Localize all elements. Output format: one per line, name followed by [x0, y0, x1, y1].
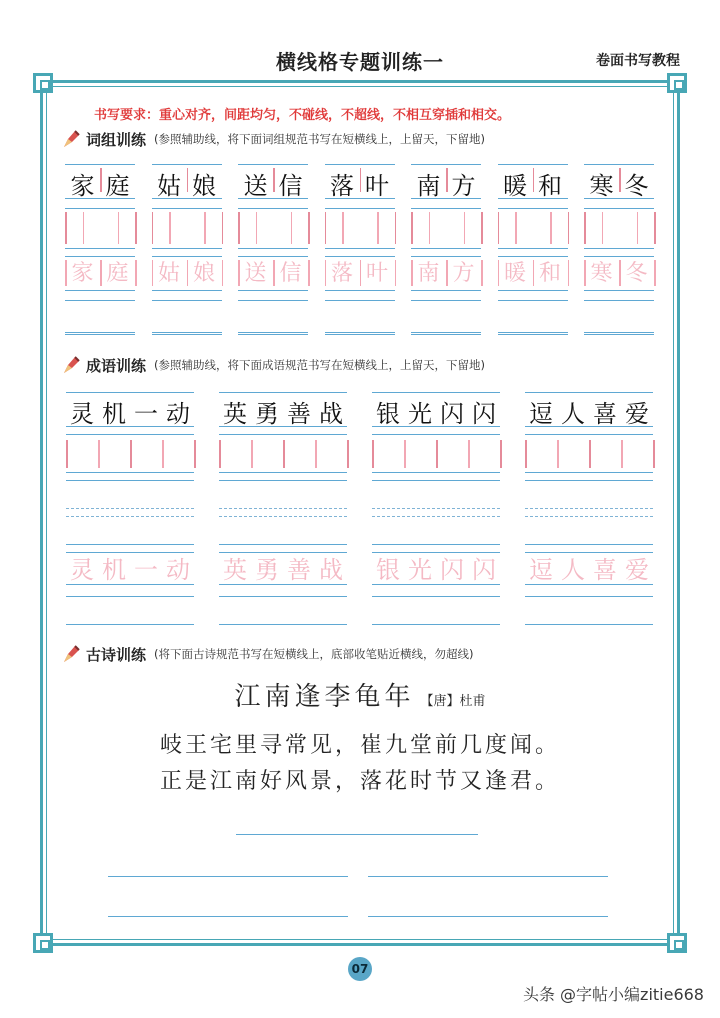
writing-line[interactable]	[152, 332, 222, 333]
guide-line	[372, 596, 500, 597]
guide-tick	[251, 440, 253, 468]
guide-tick	[238, 212, 240, 244]
guide-line	[498, 290, 568, 291]
guide-line	[525, 544, 653, 545]
guide-line	[325, 290, 395, 291]
guide-tick	[118, 212, 120, 244]
trace-idiom: 逗 人 喜 爱	[529, 556, 649, 584]
trace-word: 姑 娘	[157, 261, 215, 286]
idiom-section-note: (参照辅助线，将下面成语规范书写在短横线上，上留天，下留地)	[154, 358, 485, 372]
guide-line	[525, 434, 653, 435]
guide-line	[498, 164, 568, 165]
guide-line	[66, 596, 194, 597]
pen-icon	[60, 354, 82, 376]
idiom-section-header	[60, 354, 485, 376]
writing-line[interactable]	[325, 332, 395, 333]
guide-line	[152, 248, 222, 249]
guide-line	[238, 248, 308, 249]
guide-tick	[584, 212, 586, 244]
guide-tick	[222, 212, 224, 244]
guide-tick	[256, 212, 258, 244]
trace-idiom: 灵 机 一 动	[70, 556, 190, 584]
idiom-cell	[372, 388, 500, 628]
guide-line	[372, 392, 500, 393]
guide-line	[584, 208, 654, 209]
guide-tick	[222, 260, 224, 286]
guide-tick	[500, 440, 502, 468]
guide-line	[66, 392, 194, 393]
guide-line	[65, 334, 135, 335]
trace-word: 落 叶	[330, 261, 388, 286]
guide-tick	[152, 212, 154, 244]
guide-line	[325, 334, 395, 335]
poem-dynasty: 【唐】	[420, 694, 460, 709]
guide-line	[152, 334, 222, 335]
corner-ornament-bottom-left	[33, 933, 53, 953]
guide-tick	[436, 440, 438, 468]
guide-tick	[589, 440, 591, 468]
model-idiom: 英 勇 善 战	[223, 400, 343, 428]
corner-ornament-bottom-right	[667, 933, 687, 953]
word-cell	[238, 160, 308, 340]
word-cell	[498, 160, 568, 340]
guide-line	[584, 248, 654, 249]
guide-line	[525, 392, 653, 393]
guide-tick	[404, 440, 406, 468]
guide-line	[65, 290, 135, 291]
trace-idiom: 英 勇 善 战	[223, 556, 343, 584]
page-number: 07	[348, 957, 372, 981]
guide-line	[66, 516, 194, 517]
pen-icon	[60, 128, 82, 150]
poem-section-header	[60, 643, 474, 665]
guide-line	[66, 480, 194, 481]
model-idiom: 银 光 闪 闪	[376, 400, 496, 428]
guide-tick	[515, 212, 517, 244]
guide-line	[219, 516, 347, 517]
guide-line	[152, 164, 222, 165]
poem-title: 江南逢李龟年	[234, 682, 415, 712]
guide-line	[219, 480, 347, 481]
guide-line	[372, 544, 500, 545]
idiom-cell	[219, 388, 347, 628]
trace-word: 寒 冬	[590, 261, 648, 286]
guide-line	[66, 544, 194, 545]
guide-tick	[135, 212, 137, 244]
idiom-cell	[525, 388, 653, 628]
guide-line	[219, 392, 347, 393]
guide-tick	[219, 440, 221, 468]
guide-tick	[602, 212, 604, 244]
series-label: 卷面书写教程	[596, 53, 680, 69]
guide-line	[525, 516, 653, 517]
guide-tick	[83, 212, 85, 244]
guide-tick	[135, 260, 137, 286]
guide-line	[66, 508, 194, 509]
guide-tick	[468, 440, 470, 468]
guide-line	[525, 480, 653, 481]
guide-line	[372, 508, 500, 509]
guide-line	[584, 290, 654, 291]
guide-line	[411, 300, 481, 301]
guide-tick	[372, 440, 374, 468]
guide-tick	[464, 212, 466, 244]
idiom-section-title: 成语训练	[86, 356, 147, 375]
guide-tick	[525, 440, 527, 468]
guide-tick	[347, 440, 349, 468]
writing-line[interactable]	[108, 916, 348, 917]
writing-line[interactable]	[372, 624, 500, 625]
guide-line	[325, 248, 395, 249]
guide-line	[411, 290, 481, 291]
guide-line	[525, 508, 653, 509]
guide-line	[238, 164, 308, 165]
word-cell	[152, 160, 222, 340]
guide-line	[238, 290, 308, 291]
guide-line	[219, 508, 347, 509]
writing-line[interactable]	[368, 916, 608, 917]
word-section-title: 词组训练	[86, 130, 147, 149]
writing-line[interactable]	[108, 876, 348, 877]
guide-line	[372, 434, 500, 435]
writing-line[interactable]	[238, 332, 308, 333]
guide-line	[152, 290, 222, 291]
guide-tick	[654, 212, 656, 244]
guide-tick	[342, 212, 344, 244]
guide-tick	[377, 212, 379, 244]
guide-tick	[283, 440, 285, 468]
trace-word: 南 方	[417, 261, 475, 286]
writing-line[interactable]	[368, 876, 608, 877]
guide-tick	[550, 212, 552, 244]
writing-line[interactable]	[411, 332, 481, 333]
guide-line	[152, 208, 222, 209]
guide-line	[219, 434, 347, 435]
guide-tick	[653, 440, 655, 468]
guide-line	[219, 544, 347, 545]
guide-line	[66, 472, 194, 473]
guide-line	[584, 164, 654, 165]
model-word: 落 叶	[330, 172, 389, 200]
guide-line	[325, 164, 395, 165]
corner-ornament-top-left	[33, 73, 53, 93]
guide-line	[325, 300, 395, 301]
guide-tick	[568, 212, 570, 244]
model-idiom: 逗 人 喜 爱	[529, 400, 649, 428]
page-title: 横线格专题训练一	[276, 50, 444, 74]
guide-tick	[568, 260, 570, 286]
guide-tick	[481, 212, 483, 244]
writing-line[interactable]	[219, 624, 347, 625]
word-cell	[584, 160, 654, 340]
poem-author: 杜甫	[459, 694, 486, 709]
guide-line	[498, 334, 568, 335]
guide-line	[411, 164, 481, 165]
trace-word: 送 信	[244, 261, 302, 286]
guide-line	[498, 208, 568, 209]
model-word: 南 方	[416, 172, 476, 200]
guide-line	[372, 472, 500, 473]
pen-icon	[60, 643, 82, 665]
guide-tick	[162, 440, 164, 468]
word-section-header	[60, 128, 485, 150]
guide-line	[65, 164, 135, 165]
model-word: 暖 和	[503, 172, 562, 200]
guide-line	[411, 334, 481, 335]
guide-line	[372, 480, 500, 481]
guide-tick	[395, 260, 397, 286]
guide-tick	[291, 212, 293, 244]
guide-tick	[66, 440, 68, 468]
guide-tick	[429, 212, 431, 244]
writing-line-title[interactable]	[236, 834, 478, 835]
trace-word: 暖 和	[503, 261, 561, 286]
model-word: 姑 娘	[157, 172, 216, 200]
guide-line	[584, 300, 654, 301]
guide-tick	[621, 440, 623, 468]
guide-tick	[204, 212, 206, 244]
guide-line	[65, 248, 135, 249]
guide-line	[498, 248, 568, 249]
word-cell	[411, 160, 481, 340]
writing-line[interactable]	[498, 332, 568, 333]
guide-tick	[637, 212, 639, 244]
guide-line	[65, 208, 135, 209]
writing-line[interactable]	[66, 624, 194, 625]
writing-line[interactable]	[584, 332, 654, 333]
guide-tick	[654, 260, 656, 286]
guide-tick	[481, 260, 483, 286]
idiom-cell	[66, 388, 194, 628]
guide-line	[411, 248, 481, 249]
guide-tick	[315, 440, 317, 468]
guide-line	[325, 208, 395, 209]
guide-line	[65, 300, 135, 301]
guide-tick	[395, 212, 397, 244]
corner-ornament-top-right	[667, 73, 687, 93]
model-word: 寒 冬	[589, 172, 649, 200]
guide-line	[219, 472, 347, 473]
poem-line-2: 正是江南好风景，落花时节又逢君。	[159, 769, 560, 794]
guide-tick	[308, 212, 310, 244]
guide-line	[238, 334, 308, 335]
guide-tick	[308, 260, 310, 286]
guide-line	[525, 472, 653, 473]
writing-requirement: 书写要求：重心对齐，间距均匀，不碰线，不超线，不相互穿插和相交。	[94, 108, 511, 123]
model-word: 送 信	[243, 172, 303, 200]
word-section-note: (参照辅助线，将下面词组规范书写在短横线上，上留天，下留地)	[154, 132, 485, 146]
guide-line	[219, 596, 347, 597]
guide-tick	[169, 212, 171, 244]
guide-tick	[194, 440, 196, 468]
guide-line	[411, 208, 481, 209]
word-cell	[65, 160, 135, 340]
guide-tick	[65, 212, 67, 244]
guide-tick	[130, 440, 132, 468]
guide-line	[238, 300, 308, 301]
writing-line[interactable]	[525, 624, 653, 625]
guide-line	[498, 300, 568, 301]
guide-tick	[325, 212, 327, 244]
trace-word: 家 庭	[71, 261, 129, 286]
guide-tick	[557, 440, 559, 468]
guide-line	[372, 516, 500, 517]
guide-tick	[411, 212, 413, 244]
guide-line	[238, 208, 308, 209]
guide-tick	[498, 212, 500, 244]
guide-line	[66, 434, 194, 435]
model-idiom: 灵 机 一 动	[70, 400, 190, 428]
model-word: 家 庭	[70, 172, 130, 200]
poem-section-note: (将下面古诗规范书写在短横线上，底部收笔贴近横线，勿超线)	[154, 647, 474, 661]
poem-heading	[0, 676, 720, 713]
guide-tick	[98, 440, 100, 468]
poem-section-title: 古诗训练	[86, 645, 147, 664]
guide-line	[584, 334, 654, 335]
writing-line[interactable]	[65, 332, 135, 333]
watermark: 头条 @字帖小编zitie668	[522, 985, 704, 1004]
trace-idiom: 银 光 闪 闪	[376, 556, 496, 584]
word-cell	[325, 160, 395, 340]
poem-line-1: 岐王宅里寻常见，崔九堂前几度闻。	[159, 733, 560, 758]
guide-line	[152, 300, 222, 301]
guide-line	[525, 596, 653, 597]
